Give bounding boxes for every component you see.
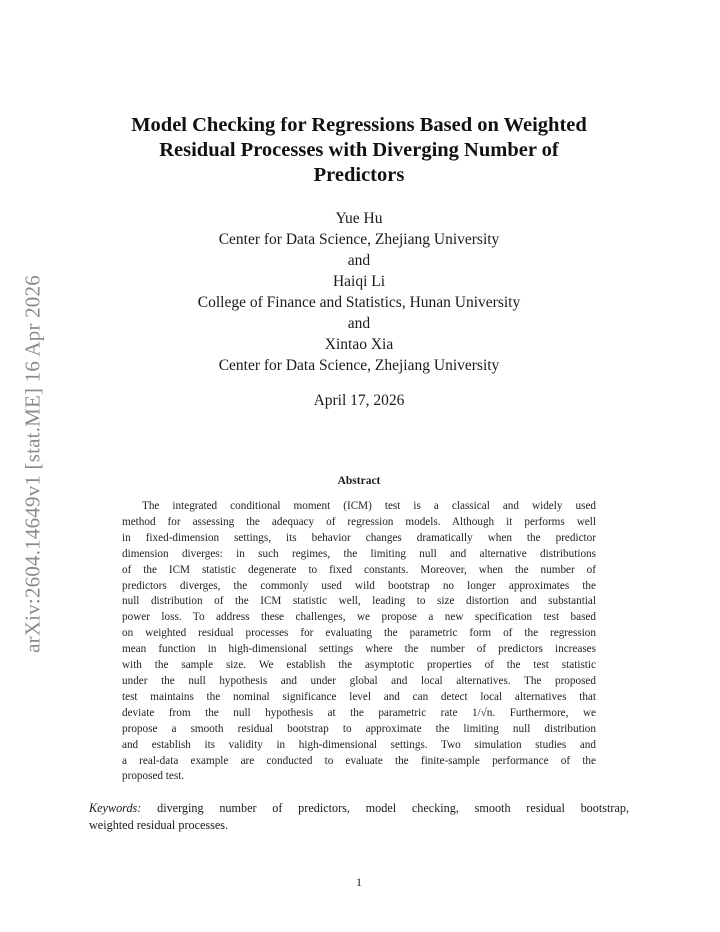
title-line: Model Checking for Regressions Based on Weighted: [131, 114, 587, 136]
author-name: Yue Hu: [335, 210, 383, 227]
abstract-line: and establish its validity in high-dimensional settings. Two simulation studies and: [122, 738, 596, 751]
author-separator: and: [347, 252, 371, 269]
abstract-line: a real-data example are conducted to evaluate the finite-sample performance of the: [122, 754, 596, 767]
abstract-line: proposed test.: [122, 770, 185, 783]
keywords-section: [89, 800, 629, 834]
author-affiliation: Center for Data Science, Zhejiang University: [218, 231, 500, 248]
author-affiliation: Center for Data Science, Zhejiang University: [218, 357, 500, 374]
abstract-line: The integrated conditional moment (ICM) test is a classical and widely used: [142, 500, 596, 512]
abstract-body: [122, 499, 596, 785]
author-block: [80, 208, 638, 376]
keywords-label: Keywords:: [89, 801, 142, 815]
abstract-line: dimension diverges: in such regimes, the limiting null and alternative distributions: [122, 547, 596, 560]
abstract-line: propose a smooth residual bootstrap to approximate the limiting null distribution: [122, 722, 596, 735]
author-separator: and: [347, 315, 371, 332]
abstract-line: null distribution of the ICM statistic well, leading to size distortion and substantial: [122, 595, 596, 608]
title-line: Residual Processes with Diverging Number of: [159, 139, 559, 161]
abstract-line: of the ICM statistic degenerate to fixed constants. Moreover, when the number of: [122, 563, 596, 576]
abstract-line: power loss. To address these challenges, we propose a new specification test based: [122, 611, 596, 624]
abstract-line: under the null hypothesis and under global and local alternatives. The proposed: [122, 674, 596, 687]
paper-date: April 17, 2026: [313, 392, 405, 409]
abstract-heading: Abstract: [337, 475, 381, 487]
keywords-text: diverging number of predictors, model checking, smooth residual bootstrap,: [157, 801, 629, 815]
title-line: Predictors: [313, 164, 405, 186]
author-affiliation: College of Finance and Statistics, Hunan University: [197, 294, 521, 311]
abstract-line: in fixed-dimension settings, its behavior changes dramatically when the predictor: [122, 531, 596, 544]
author-name: Haiqi Li: [332, 273, 386, 290]
keywords-line: [89, 800, 629, 817]
keywords-line: weighted residual processes.: [89, 818, 229, 832]
abstract-line: predictors diverges, the commonly used wild bootstrap no longer approximates the: [122, 579, 596, 592]
author-name: Xintao Xia: [324, 336, 394, 353]
arxiv-identifier-stamp: arXiv:2604.14649v1 [stat.ME] 16 Apr 2026: [20, 275, 45, 653]
abstract-line: method for assessing the adequacy of regression models. Although it performs well: [122, 515, 596, 528]
paper-title: [80, 113, 638, 188]
abstract-line: with the sample size. We establish the asymptotic properties of the test statistic: [122, 659, 596, 672]
abstract-line: deviate from the null hypothesis at the parametric rate 1/√n. Furthermore, we: [122, 706, 596, 719]
abstract-line: test maintains the nominal significance level and can detect local alternatives that: [122, 690, 596, 703]
abstract-line: on weighted residual processes for evaluating the parametric form of the regression: [122, 627, 596, 640]
page-number: 1: [356, 875, 362, 889]
abstract-line: mean function in high-dimensional settings where the number of predictors increases: [122, 643, 596, 656]
